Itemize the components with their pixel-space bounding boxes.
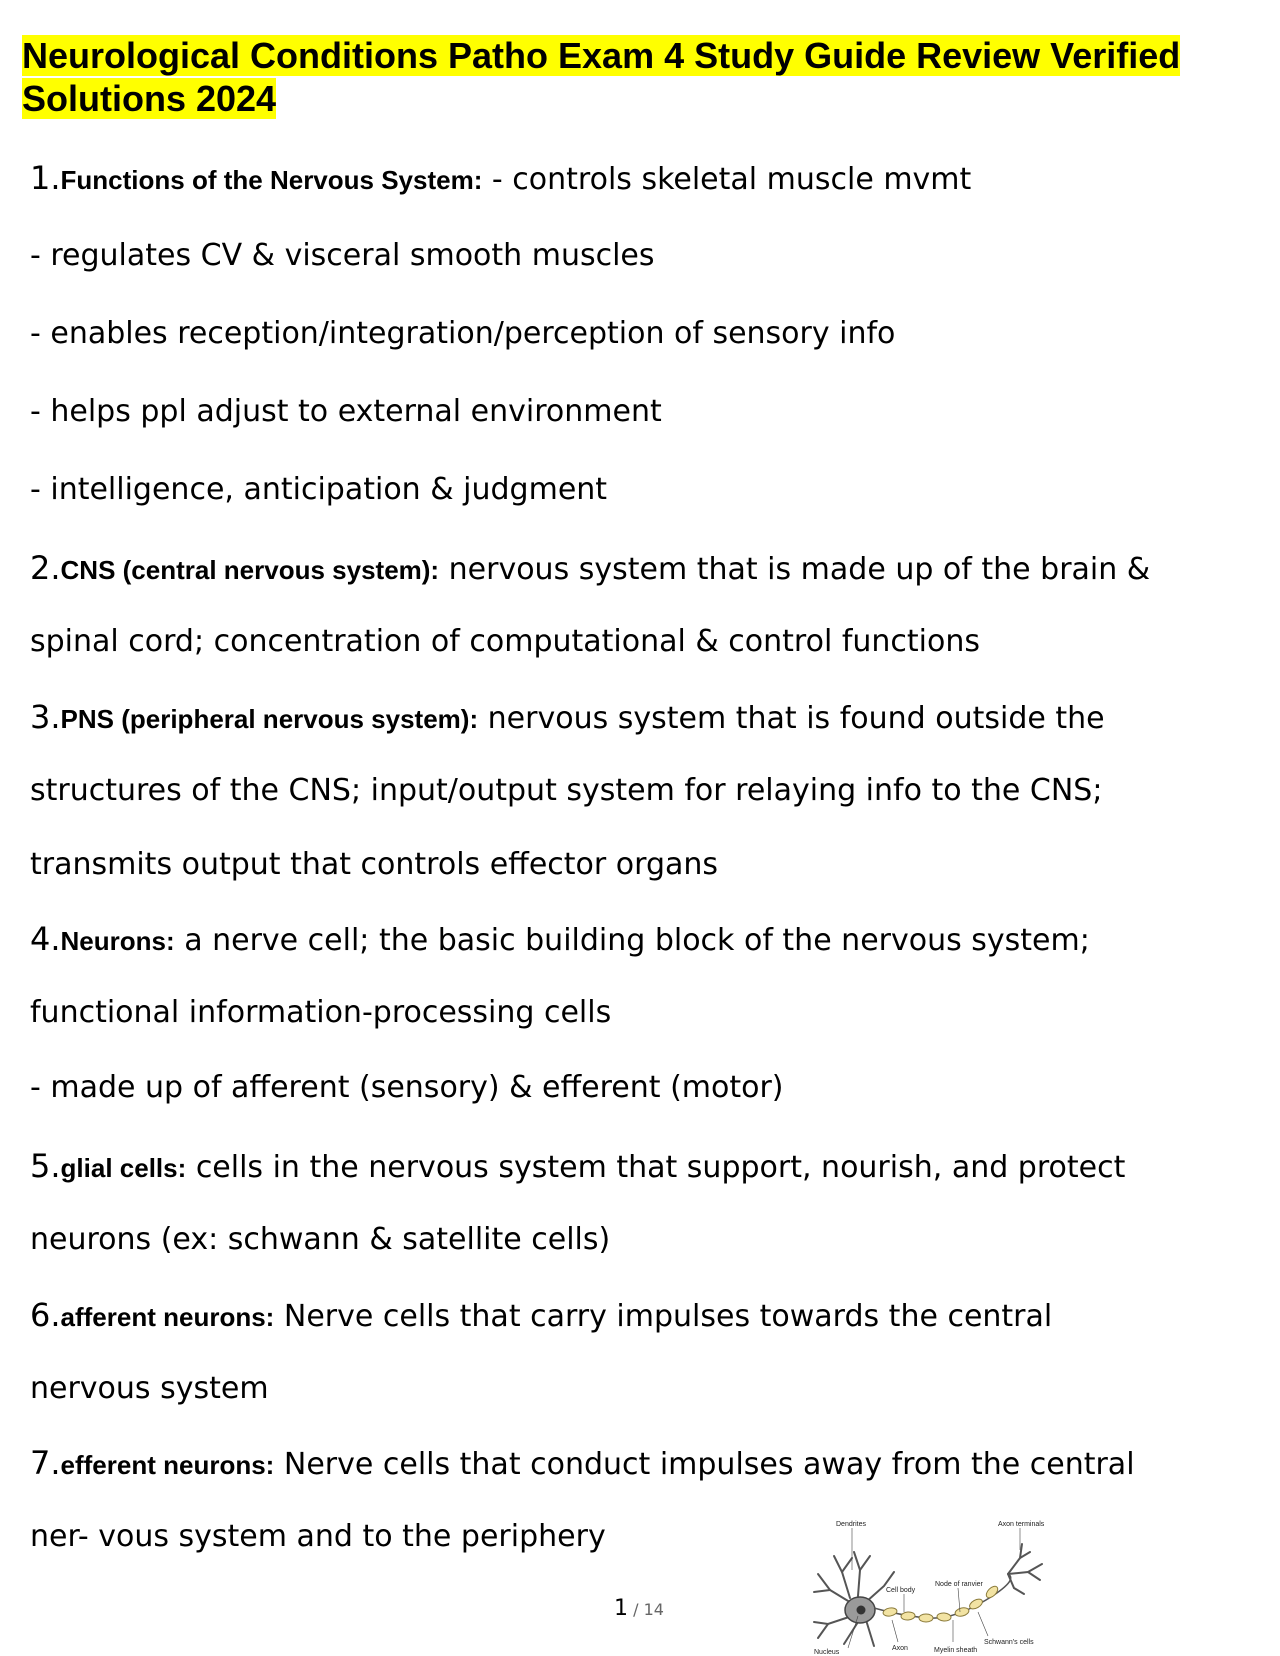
- item-number: 1.: [30, 159, 61, 197]
- item-3-line: structures of the CNS; input/output system for relaying info to the CNS;: [30, 773, 1103, 808]
- nucleus-shape: [857, 1606, 866, 1615]
- label-myelin-sheath: Myelin sheath: [934, 1647, 978, 1654]
- item-2-heading: [30, 548, 1150, 590]
- page-indicator: [614, 1596, 664, 1621]
- myelin-segment: [954, 1606, 970, 1617]
- item-1-heading: [30, 158, 971, 200]
- myelin-segment: [937, 1613, 952, 1622]
- item-4-line: functional information-processing cells: [30, 995, 612, 1030]
- myelin-segment: [882, 1607, 897, 1617]
- item-2-line: spinal cord; concentration of computational & control functions: [30, 624, 981, 659]
- item-text: a nerve cell; the basic building block of the nervous system;: [184, 923, 1090, 958]
- item-number: 2.: [30, 549, 61, 587]
- item-term: CNS (central nervous system):: [60, 555, 440, 585]
- item-term: efferent neurons:: [60, 1450, 275, 1480]
- item-term: afferent neurons:: [60, 1302, 275, 1332]
- item-number: 4.: [30, 920, 61, 958]
- item-term: Functions of the Nervous System:: [60, 165, 483, 195]
- page-current: 1: [614, 1596, 628, 1621]
- item-3-line: transmits output that controls effector organs: [30, 847, 719, 882]
- label-dendrites: Dendrites: [836, 1521, 866, 1528]
- myelin-segment: [901, 1612, 916, 1621]
- item-4-line: - made up of afferent (sensory) & efferent (motor): [30, 1070, 784, 1105]
- item-3-heading: [30, 697, 1105, 739]
- item-1-line: - enables reception/integration/perception of sensory info: [30, 316, 896, 351]
- item-text: nervous system that is made up of the brain &: [448, 552, 1151, 587]
- item-number: 6.: [30, 1296, 61, 1334]
- item-number: 5.: [30, 1147, 61, 1185]
- item-number: 7.: [30, 1444, 61, 1482]
- item-1-line: - intelligence, anticipation & judgment: [30, 472, 608, 507]
- item-1-line: - regulates CV & visceral smooth muscles: [30, 238, 655, 273]
- item-5-heading: [30, 1146, 1125, 1188]
- label-node-of-ranvier: Node of ranvier: [935, 1581, 983, 1588]
- item-1-line: - helps ppl adjust to external environment: [30, 394, 662, 429]
- document-title: [22, 34, 1262, 120]
- item-5-line: neurons (ex: schwann & satellite cells): [30, 1222, 611, 1257]
- item-text: Nerve cells that conduct impulses away from the central: [283, 1447, 1135, 1482]
- label-nucleus: Nucleus: [814, 1649, 840, 1656]
- label-axon-terminals: Axon terminals: [998, 1521, 1045, 1528]
- item-6-line: nervous system: [30, 1371, 269, 1406]
- item-term: Neurons:: [60, 926, 175, 956]
- label-schwanns-cells: Schwann's cells: [984, 1639, 1034, 1646]
- label-axon: Axon: [892, 1645, 908, 1652]
- item-term: glial cells:: [60, 1153, 187, 1183]
- page-total: / 14: [633, 1600, 664, 1619]
- axon-terminals-drawing: [1008, 1544, 1042, 1594]
- label-cell-body: Cell body: [886, 1587, 916, 1594]
- myelin-segment: [984, 1584, 1000, 1600]
- item-text: nervous system that is found outside the: [487, 701, 1105, 736]
- item-text: Nerve cells that carry impulses towards the central: [283, 1299, 1053, 1334]
- item-7-heading: [30, 1443, 1135, 1485]
- myelin-segment: [919, 1614, 933, 1622]
- title-highlight: Neurological Conditions Patho Exam 4 Study Guide Review Verified Solutions 2024: [22, 35, 1181, 119]
- item-6-heading: [30, 1295, 1052, 1337]
- item-number: 3.: [30, 698, 61, 736]
- item-4-heading: [30, 919, 1090, 961]
- item-text: cells in the nervous system that support, nourish, and protect: [195, 1150, 1126, 1185]
- item-7-line: ner- vous system and to the periphery: [30, 1519, 606, 1554]
- neuron-diagram: [808, 1512, 1058, 1656]
- item-term: PNS (peripheral nervous system):: [60, 704, 479, 734]
- item-text: - controls skeletal muscle mvmt: [491, 162, 972, 197]
